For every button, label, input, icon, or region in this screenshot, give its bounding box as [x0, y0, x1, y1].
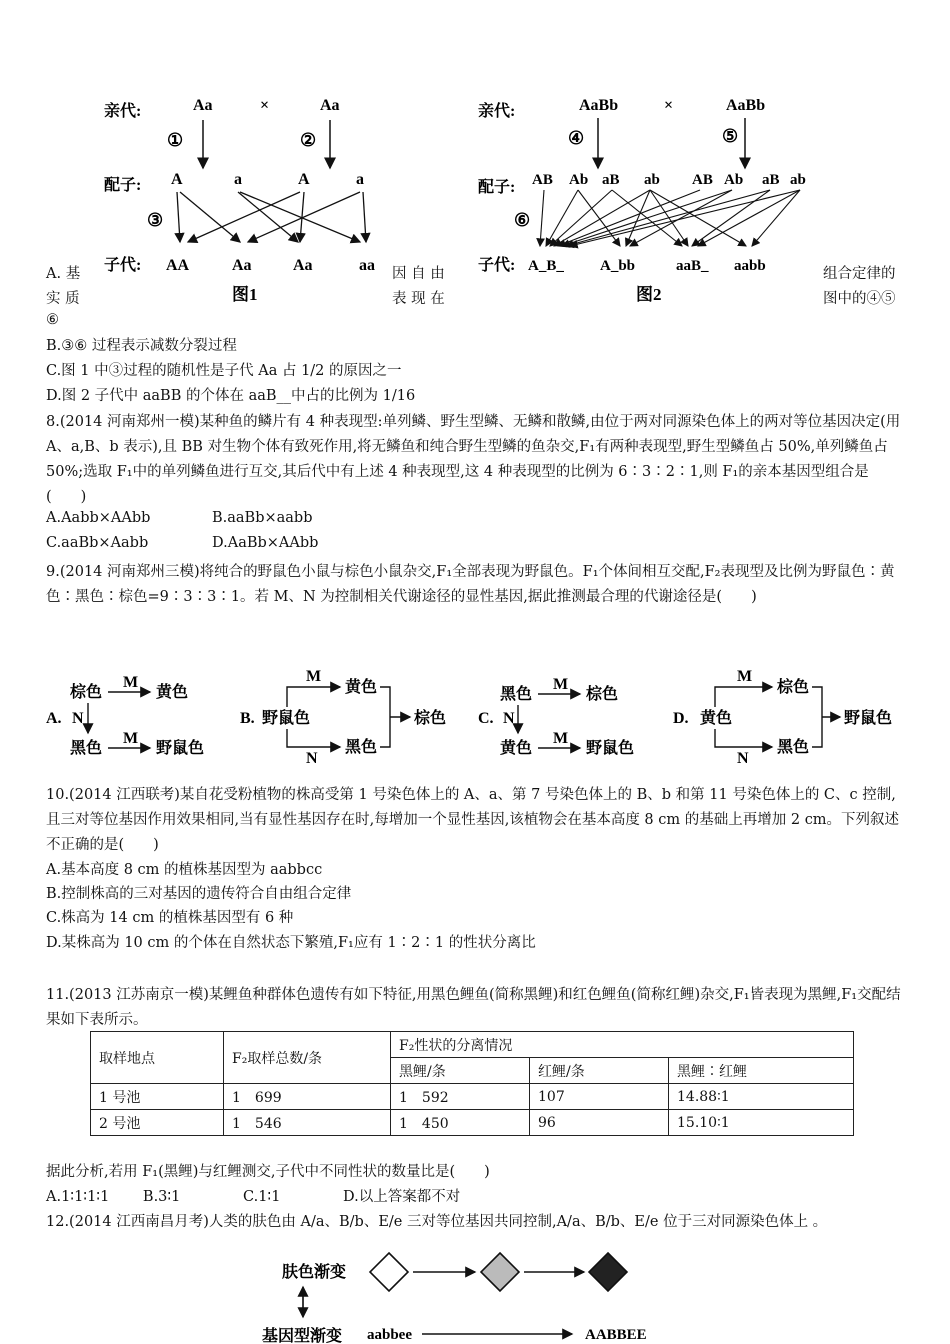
- q12-gene-start: aabbee: [367, 1327, 412, 1343]
- q12-gene-end: AABBEE: [585, 1327, 647, 1343]
- fig2-offspring-4: aabb: [734, 258, 766, 274]
- table-cell: 2 号池: [91, 1110, 224, 1136]
- fig1-offspring-4: aa: [359, 257, 375, 274]
- fig2-offspring-2: A_bb: [600, 258, 636, 274]
- fig2-offspring-3: aaB_: [676, 258, 709, 274]
- q9-b-n: N: [306, 750, 318, 765]
- q9-b-letter: B.: [240, 710, 255, 727]
- fig1-offspring-3: Aa: [293, 257, 313, 274]
- skin-medium-diamond: [481, 1253, 519, 1291]
- fig1-gamete-1: A: [171, 171, 183, 188]
- figure-2: [470, 80, 820, 310]
- fig2-parent-label: 亲代:: [478, 103, 516, 120]
- table-cell: 107: [530, 1084, 669, 1110]
- q11-ask: 据此分析,若用 F₁(黑鲤)与红鲤测交,子代中不同性状的数量比是( ): [46, 1164, 490, 1180]
- q12-diagram: [0, 1245, 950, 1344]
- q9-a-n1: 棕色: [70, 684, 103, 701]
- table-sub-ratio: 黑鲤∶红鲤: [669, 1058, 854, 1084]
- fig2-gamete-7: aB: [762, 172, 780, 188]
- table-header-location: 取样地点: [91, 1032, 224, 1084]
- q7-a-mid: 因 自 由: [392, 266, 445, 282]
- fig2-gamete-label: 配子:: [478, 179, 516, 196]
- q10-option-b: B.控制株高的三对基因的遗传符合自由组合定律: [46, 886, 352, 902]
- q9-d-m: M: [737, 668, 753, 685]
- q9-c-m: M: [553, 676, 569, 693]
- fig2-gamete-3: aB: [602, 172, 620, 188]
- q12-color-label: 肤色渐变: [282, 1264, 347, 1281]
- table-cell: 1 592: [391, 1084, 530, 1110]
- table-header-separation: F₂性状的分离情况: [391, 1032, 854, 1058]
- table-cell: 15.10∶1: [669, 1110, 854, 1136]
- q8-stem: 8.(2014 河南郑州一模)某种鱼的鳞片有 4 种表现型:单列鳞、野生型鳞、无鳞和散鳞,由位于两对同源染色体上的两对等位基因决定(用 A、a,B、b 表示),且 BB 对生物个体有致死作用,将无鳞鱼和纯合野生型鳞的鱼杂交,F₁有两种表现型,野生型鳞鱼占 50%,单列鳞鱼占 50%;选取 F₁中的单列鳞鱼进行互交,其后代中有上述 4 种表现型,这 4 种表现型的比例为 6∶3∶2∶1,则 F₁的亲本基因型组合是( ): [46, 414, 901, 505]
- table-sub-black: 黑鲤/条: [391, 1058, 530, 1084]
- q10-option-a: A.基本高度 8 cm 的植株基因型为 aabbcc: [46, 862, 323, 878]
- fig1-parent1: Aa: [193, 97, 213, 114]
- table-cell: 1 450: [391, 1110, 530, 1136]
- fig1-parent2: Aa: [320, 97, 340, 114]
- fig2-offspring-1: A_B_: [528, 258, 564, 274]
- skin-light-diamond: [370, 1253, 408, 1291]
- q9-b-up: 黄色: [345, 679, 378, 696]
- fig2-caption: 图2: [636, 285, 662, 304]
- q9-c-n: N: [503, 710, 515, 727]
- q9-c-m2: M: [553, 730, 569, 747]
- q8-option-b: B.aaBb×aabb: [212, 510, 313, 526]
- fig1-step1: ①: [167, 130, 184, 150]
- q7-a-left2: 实 质: [46, 291, 80, 307]
- q9-c-n1: 黑色: [500, 686, 533, 703]
- fig2-step5: ⑤: [722, 126, 739, 146]
- fig2-gamete-5: AB: [692, 172, 713, 188]
- q7-a-mid2: 表 现 在: [392, 291, 445, 307]
- fig1-step2: ②: [300, 130, 317, 150]
- table-cell: 1 699: [224, 1084, 391, 1110]
- fig1-offspring-1: AA: [166, 257, 190, 274]
- fig2-step6: ⑥: [514, 210, 531, 230]
- q10-option-d: D.某株高为 10 cm 的个体在自然状态下繁殖,F₁应有 1∶2∶1 的性状分离比: [46, 935, 536, 951]
- fig1-cross: ×: [260, 97, 270, 114]
- q9-d-start: 黄色: [700, 710, 733, 727]
- q9-a-m: M: [123, 674, 139, 691]
- fig2-gamete-6: Ab: [724, 172, 744, 188]
- q9-pathways: [0, 665, 950, 765]
- fig1-gamete-3: A: [298, 171, 310, 188]
- table-row: [91, 1110, 854, 1136]
- q8-option-d: D.AaBb×AAbb: [212, 535, 319, 551]
- q7-option-d: D.图 2 子代中 aaBB 的个体在 aaB__中占的比例为 1/16: [46, 388, 416, 404]
- fig2-gamete-8: ab: [790, 172, 806, 188]
- q12-gene-label: 基因型渐变: [262, 1328, 343, 1344]
- fig1-caption: 图1: [232, 285, 258, 304]
- q7-a-right: 组合定律的: [823, 266, 896, 282]
- table-cell: 1 546: [224, 1110, 391, 1136]
- fig1-parent-label: 亲代:: [104, 103, 142, 120]
- q9-d-up: 棕色: [777, 679, 810, 696]
- fig2-parent1: AaBb: [579, 97, 619, 114]
- fig1-offspring-label: 子代:: [104, 257, 142, 274]
- fig2-parent2: AaBb: [726, 97, 766, 114]
- q7-a-right2: 图中的④⑤: [823, 291, 896, 307]
- q7-option-b: B.③⑥ 过程表示减数分裂过程: [46, 338, 237, 354]
- q10-stem: 10.(2014 江西联考)某自花受粉植物的株高受第 1 号染色体上的 A、a、第 7 号染色体上的 B、b 和第 11 号染色体上的 C、c 控制,且三对等位基因作用效果相同,当有显性基因存在时,每增加一个显性基因,该植物会在基本高度 8 cm 的基础上再增加 2 cm。下列叙述不正确的是( ): [46, 787, 900, 853]
- q7-option-c: C.图 1 中③过程的随机性是子代 Aa 占 1/2 的原因之一: [46, 363, 402, 379]
- q9-d-letter: D.: [673, 710, 689, 727]
- fig2-step4: ④: [568, 128, 585, 148]
- q9-b-m: M: [306, 668, 322, 685]
- q9-c-n2: 棕色: [586, 686, 619, 703]
- q9-c-n4: 野鼠色: [586, 740, 635, 757]
- q9-c-letter: C.: [478, 710, 494, 727]
- q12-stem: 12.(2014 江西南昌月考)人类的肤色由 A/a、B/b、E/e 三对等位基因共同控制,A/a、B/b、E/e 位于三对同源染色体上 。: [46, 1214, 828, 1230]
- q11-options: A.1∶1∶1∶1 B.3∶1 C.1∶1 D.以上答案都不对: [46, 1189, 461, 1205]
- q9-d-n: N: [737, 750, 749, 765]
- q9-stem: 9.(2014 河南郑州三模)将纯合的野鼠色小鼠与棕色小鼠杂交,F₁全部表现为野鼠色。F₁个体间相互交配,F₂表现型及比例为野鼠色∶黄色∶黑色∶棕色=9∶3∶3∶1。若 M、N 为控制相关代谢途径的显性基因,据此推测最合理的代谢途径是( ): [46, 564, 895, 605]
- q8-option-c: C.aaBb×Aabb: [46, 535, 149, 551]
- fig1-gamete-label: 配子:: [104, 177, 142, 194]
- table-cell: 14.88∶1: [669, 1084, 854, 1110]
- fig2-offspring-label: 子代:: [478, 257, 516, 274]
- skin-dark-diamond: [589, 1253, 627, 1291]
- q9-a-letter: A.: [46, 710, 62, 727]
- q9-a-m2: M: [123, 730, 139, 747]
- table-cell: 96: [530, 1110, 669, 1136]
- fig2-cross: ×: [664, 97, 674, 114]
- fig1-offspring-2: Aa: [232, 257, 252, 274]
- q7-a-left: A. 基: [46, 266, 81, 282]
- table-cell: 1 号池: [91, 1084, 224, 1110]
- q9-d-down: 黑色: [777, 739, 810, 756]
- table-sub-red: 红鲤/条: [530, 1058, 669, 1084]
- fig2-gamete-4: ab: [644, 172, 660, 188]
- q7-a-end: ⑥: [46, 312, 59, 328]
- q9-b-down: 黑色: [345, 739, 378, 756]
- table-header-total: F₂取样总数/条: [224, 1032, 391, 1084]
- fig2-gamete-2: Ab: [569, 172, 589, 188]
- q9-a-n4: 野鼠色: [156, 740, 205, 757]
- q9-a-n2: 黄色: [156, 684, 189, 701]
- q9-b-end: 棕色: [414, 710, 447, 727]
- fig2-gamete-1: AB: [532, 172, 553, 188]
- table-row: [91, 1084, 854, 1110]
- fig1-step3: ③: [147, 210, 164, 230]
- q9-c-n3: 黄色: [500, 740, 533, 757]
- q8-option-a: A.Aabb×AAbb: [46, 510, 151, 526]
- q9-d-end: 野鼠色: [844, 710, 893, 727]
- q9-a-n: N: [72, 710, 84, 727]
- q10-option-c: C.株高为 14 cm 的植株基因型有 6 种: [46, 910, 294, 926]
- fig1-gamete-2: a: [234, 171, 242, 188]
- q11-stem: 11.(2013 江苏南京一模)某鲤鱼种群体色遗传有如下特征,用黑色鲤鱼(简称黑鲤)和红色鲤鱼(简称红鲤)杂交,F₁皆表现为黑鲤,F₁交配结果如下表所示。: [46, 987, 901, 1028]
- q9-b-start: 野鼠色: [262, 710, 311, 727]
- q11-table: [90, 1031, 854, 1136]
- fig1-gamete-4: a: [356, 171, 364, 188]
- q9-a-n3: 黑色: [70, 740, 103, 757]
